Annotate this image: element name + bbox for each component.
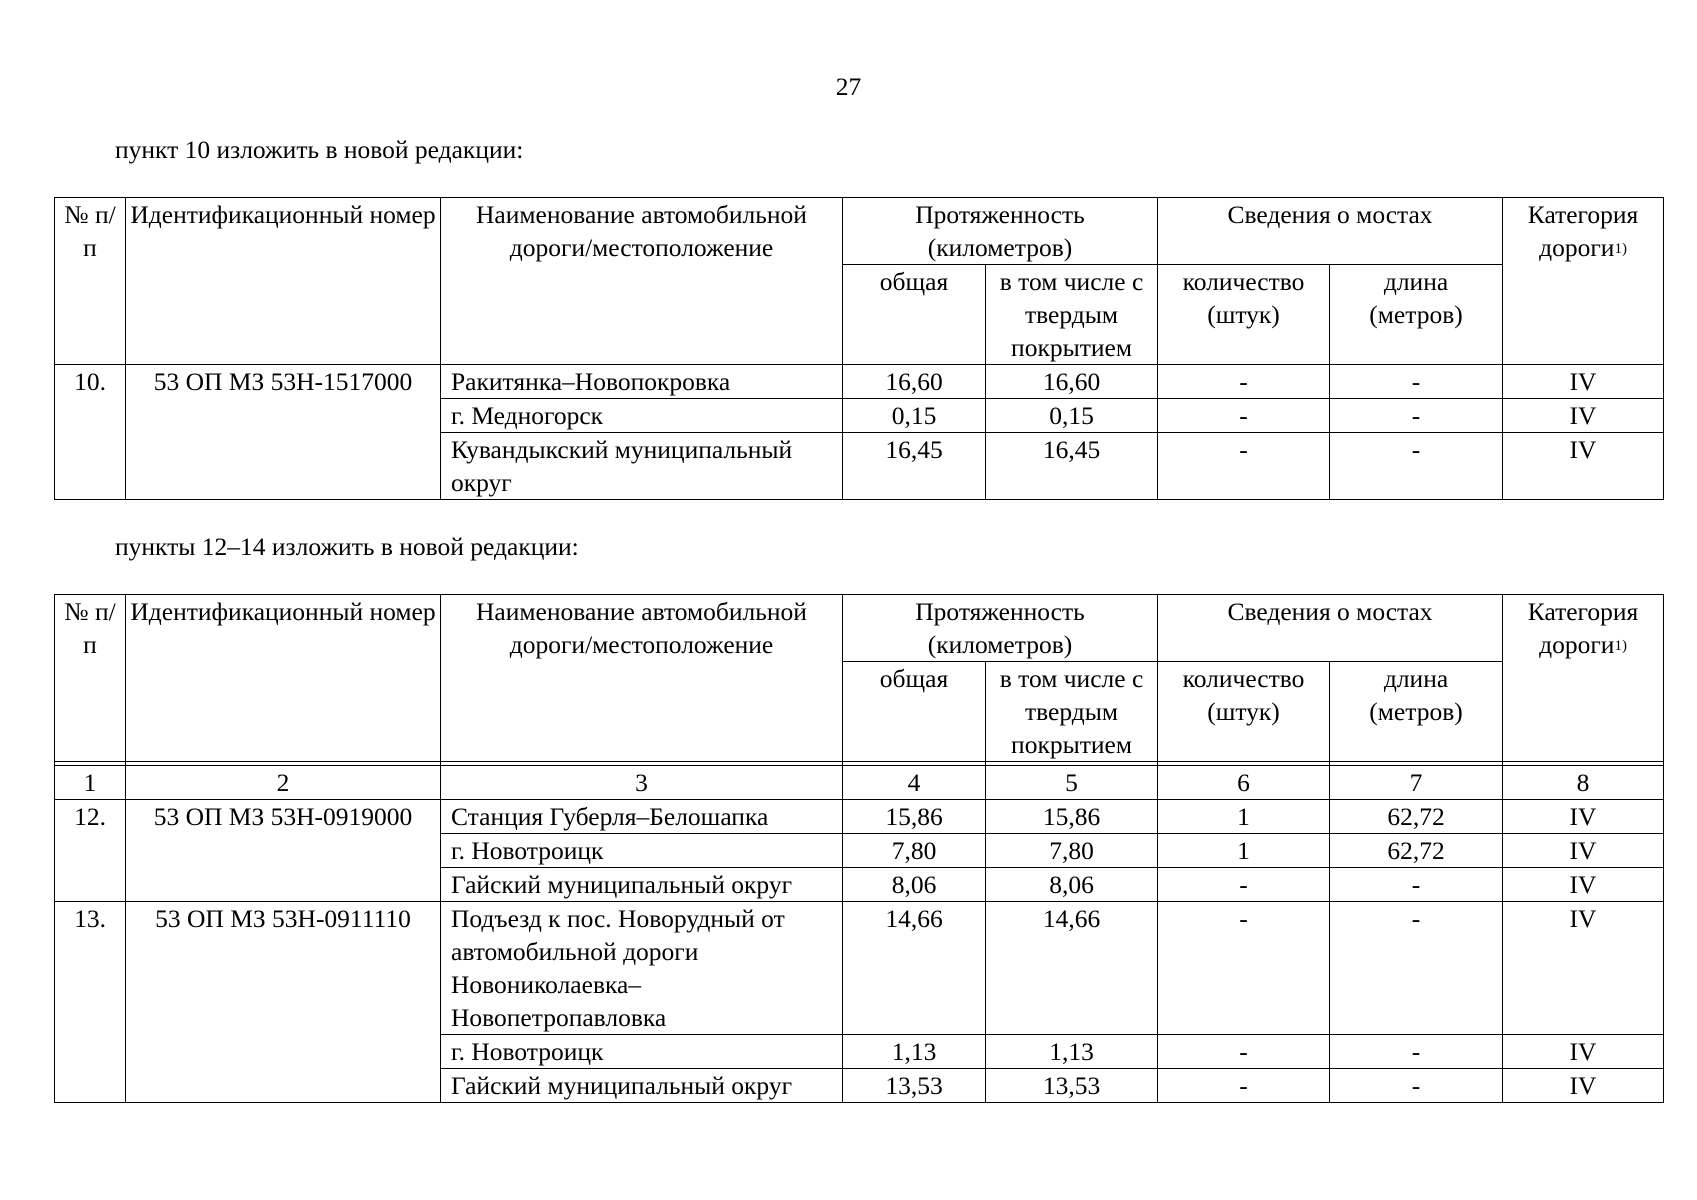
row-count: - <box>1158 868 1330 902</box>
row-hard: 13,53 <box>986 1069 1158 1103</box>
table-row <box>55 365 1664 399</box>
row-length: - <box>1330 433 1503 500</box>
row-total: 1,13 <box>843 1035 986 1069</box>
row-category: IV <box>1503 902 1664 1035</box>
row-total: 8,06 <box>843 868 986 902</box>
row-length: - <box>1330 868 1503 902</box>
row-num: 13. <box>55 902 126 1103</box>
row-count: - <box>1158 365 1330 399</box>
header-name: Наименование автомобильной дороги/местоположение <box>441 198 843 365</box>
row-category: IV <box>1503 834 1664 868</box>
row-length: 62,72 <box>1330 800 1503 834</box>
row-category: IV <box>1503 399 1664 433</box>
row-num: 10. <box>55 365 126 500</box>
row-id: 53 ОП МЗ 53Н-0919000 <box>126 800 441 902</box>
row-name: Подъезд к пос. Новорудный от автомобильной дороги Новониколаевка–Новопетропавловка <box>441 902 843 1035</box>
row-count: - <box>1158 399 1330 433</box>
row-total: 0,15 <box>843 399 986 433</box>
row-total: 16,45 <box>843 433 986 500</box>
header-bridges-count: количество (штук) <box>1158 662 1330 762</box>
row-hard: 8,06 <box>986 868 1158 902</box>
row-total: 15,86 <box>843 800 986 834</box>
row-category: IV <box>1503 433 1664 500</box>
header-id: Идентификационный номер <box>126 198 441 365</box>
row-name: Станция Губерля–Белошапка <box>441 800 843 834</box>
row-id: 53 ОП МЗ 53Н-1517000 <box>126 365 441 500</box>
header-length-total: общая <box>843 265 986 365</box>
column-number: 4 <box>843 766 986 800</box>
row-name: г. Новотроицк <box>441 834 843 868</box>
column-number: 2 <box>126 766 441 800</box>
row-total: 16,60 <box>843 365 986 399</box>
table-row <box>55 902 1664 1035</box>
column-number: 6 <box>1158 766 1330 800</box>
column-number: 8 <box>1503 766 1664 800</box>
column-number-row <box>55 766 1664 800</box>
row-hard: 7,80 <box>986 834 1158 868</box>
roads-table-1 <box>54 197 1664 500</box>
row-category: IV <box>1503 1035 1664 1069</box>
header-row <box>55 595 1664 662</box>
row-category: IV <box>1503 800 1664 834</box>
header-category-label: Категория дороги <box>1527 200 1639 262</box>
row-name: Гайский муниципальный округ <box>441 1069 843 1103</box>
header-id: Идентификационный номер <box>126 595 441 762</box>
header-category <box>1503 595 1664 762</box>
row-length: - <box>1330 399 1503 433</box>
header-length-hard: в том числе с твердым покрытием <box>986 265 1158 365</box>
row-hard: 16,45 <box>986 433 1158 500</box>
row-count: 1 <box>1158 834 1330 868</box>
header-bridges: Сведения о мостах <box>1158 595 1503 662</box>
row-total: 7,80 <box>843 834 986 868</box>
row-id: 53 ОП МЗ 53Н-0911110 <box>126 902 441 1103</box>
row-name: г. Новотроицк <box>441 1035 843 1069</box>
column-number: 3 <box>441 766 843 800</box>
row-length: - <box>1330 365 1503 399</box>
column-number: 7 <box>1330 766 1503 800</box>
intro-text-1: пункт 10 изложить в новой редакции: <box>115 135 524 164</box>
row-length: - <box>1330 902 1503 1035</box>
row-num: 12. <box>55 800 126 902</box>
header-name: Наименование автомобильной дороги/местоположение <box>441 595 843 762</box>
column-number: 5 <box>986 766 1158 800</box>
row-total: 14,66 <box>843 902 986 1035</box>
intro-text-2: пункты 12–14 изложить в новой редакции: <box>115 532 579 561</box>
row-count: 1 <box>1158 800 1330 834</box>
header-bridges: Сведения о мостах <box>1158 198 1503 265</box>
row-name: Ракитянка–Новопокровка <box>441 365 843 399</box>
row-count: - <box>1158 1035 1330 1069</box>
header-length-total: общая <box>843 662 986 762</box>
header-num: № п/п <box>55 595 126 762</box>
page-number: 27 <box>835 72 862 101</box>
row-hard: 0,15 <box>986 399 1158 433</box>
row-count: - <box>1158 433 1330 500</box>
row-name: Кувандыкский муниципальный округ <box>441 433 843 500</box>
footnote-marker: 1) <box>1614 638 1627 654</box>
row-count: - <box>1158 1069 1330 1103</box>
header-category <box>1503 198 1664 365</box>
header-num: № п/п <box>55 198 126 365</box>
row-name: г. Медногорск <box>441 399 843 433</box>
row-category: IV <box>1503 365 1664 399</box>
row-length: - <box>1330 1035 1503 1069</box>
table-row <box>55 800 1664 834</box>
row-length: - <box>1330 1069 1503 1103</box>
header-length: Протяженность (километров) <box>843 198 1158 265</box>
header-length-hard: в том числе с твердым покрытием <box>986 662 1158 762</box>
row-category: IV <box>1503 1069 1664 1103</box>
row-name: Гайский муниципальный округ <box>441 868 843 902</box>
row-hard: 1,13 <box>986 1035 1158 1069</box>
roads-table-2 <box>54 594 1664 1103</box>
header-bridges-length: длина (метров) <box>1330 265 1503 365</box>
row-category: IV <box>1503 868 1664 902</box>
header-length: Протяженность (километров) <box>843 595 1158 662</box>
row-length: 62,72 <box>1330 834 1503 868</box>
header-bridges-length: длина (метров) <box>1330 662 1503 762</box>
footnote-marker: 1) <box>1614 241 1627 257</box>
row-hard: 16,60 <box>986 365 1158 399</box>
row-hard: 15,86 <box>986 800 1158 834</box>
header-row <box>55 198 1664 265</box>
header-bridges-count: количество (штук) <box>1158 265 1330 365</box>
row-count: - <box>1158 902 1330 1035</box>
column-number: 1 <box>55 766 126 800</box>
row-total: 13,53 <box>843 1069 986 1103</box>
header-category-label: Категория дороги <box>1527 597 1639 659</box>
row-hard: 14,66 <box>986 902 1158 1035</box>
